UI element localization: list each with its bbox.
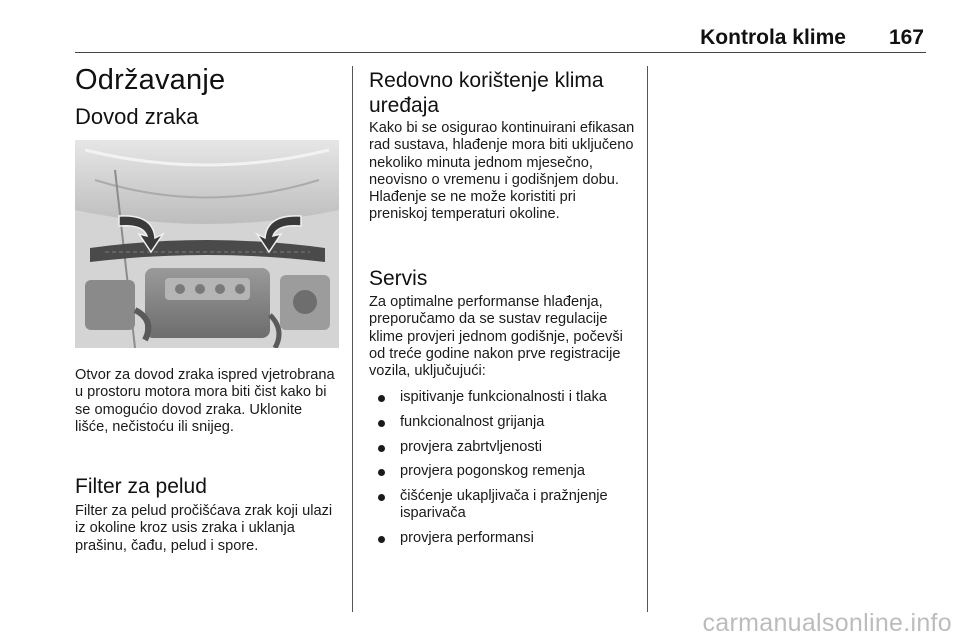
list-item: provjera pogonskog remenja [369,463,637,480]
column-divider-2 [647,66,648,612]
service-checklist [369,389,637,555]
air-intake-paragraph: Otvor za dovod zraka ispred vjetrobrana u prostoru motora mora biti čist kako bi se omogućio dovod zraka. Uklonite lišće, nečistoću ili snijeg. [75,367,335,435]
pollen-filter-paragraph: Filter za pelud pročišćava zrak koji ulazi iz okoline kroz usis zraka i uklanja prašinu, čađu, pelud i spore. [75,503,333,554]
section-heading-pollen-filter: Filter za pelud [75,475,207,498]
header-rule [75,52,926,53]
page-header [0,0,960,60]
bullet-icon [378,494,385,501]
bullet-icon [378,445,385,452]
section-heading-service: Servis [369,267,428,290]
section-heading-air-intake: Dovod zraka [75,104,199,129]
bullet-icon [378,536,385,543]
main-heading: Održavanje [75,64,226,96]
section-heading-regular-use: Redovno korištenje klima uređaja [369,69,604,117]
service-paragraph: Za optimalne performanse hlađenja, preporučamo da se sustav regulacije klime provjeri jednom godišnje, počevši od treće godine nakon prve registracije vozila, uključujući: [369,294,623,380]
list-item: ispitivanje funkcionalnosti i tlaka [369,389,637,406]
list-item: provjera performansi [369,530,637,547]
bullet-icon [378,469,385,476]
bullet-icon [378,420,385,427]
regular-use-paragraph: Kako bi se osigurao kontinuirani efikasan rad sustava, hlađenje mora biti uključeno nekoliko minuta jednom mjesečno, neovisno o vremenu i godišnjem dobu. Hlađenje se ne može koristiti pri preniskoj temperaturi okoline. [369,120,635,223]
list-item: funkcionalnost grijanja [369,414,637,431]
watermark: carmanualsonline.info [702,609,952,637]
bullet-icon [378,395,385,402]
engine-bay-photo [75,140,339,348]
page-number: 167 [888,26,924,49]
running-header-title: Kontrola klime [700,26,846,49]
list-item: čišćenje ukapljivača i pražnjenje isparivača [369,488,637,523]
column-divider-1 [352,66,353,612]
list-item: provjera zabrtvljenosti [369,439,637,456]
engine-bay-illustration [75,140,339,348]
